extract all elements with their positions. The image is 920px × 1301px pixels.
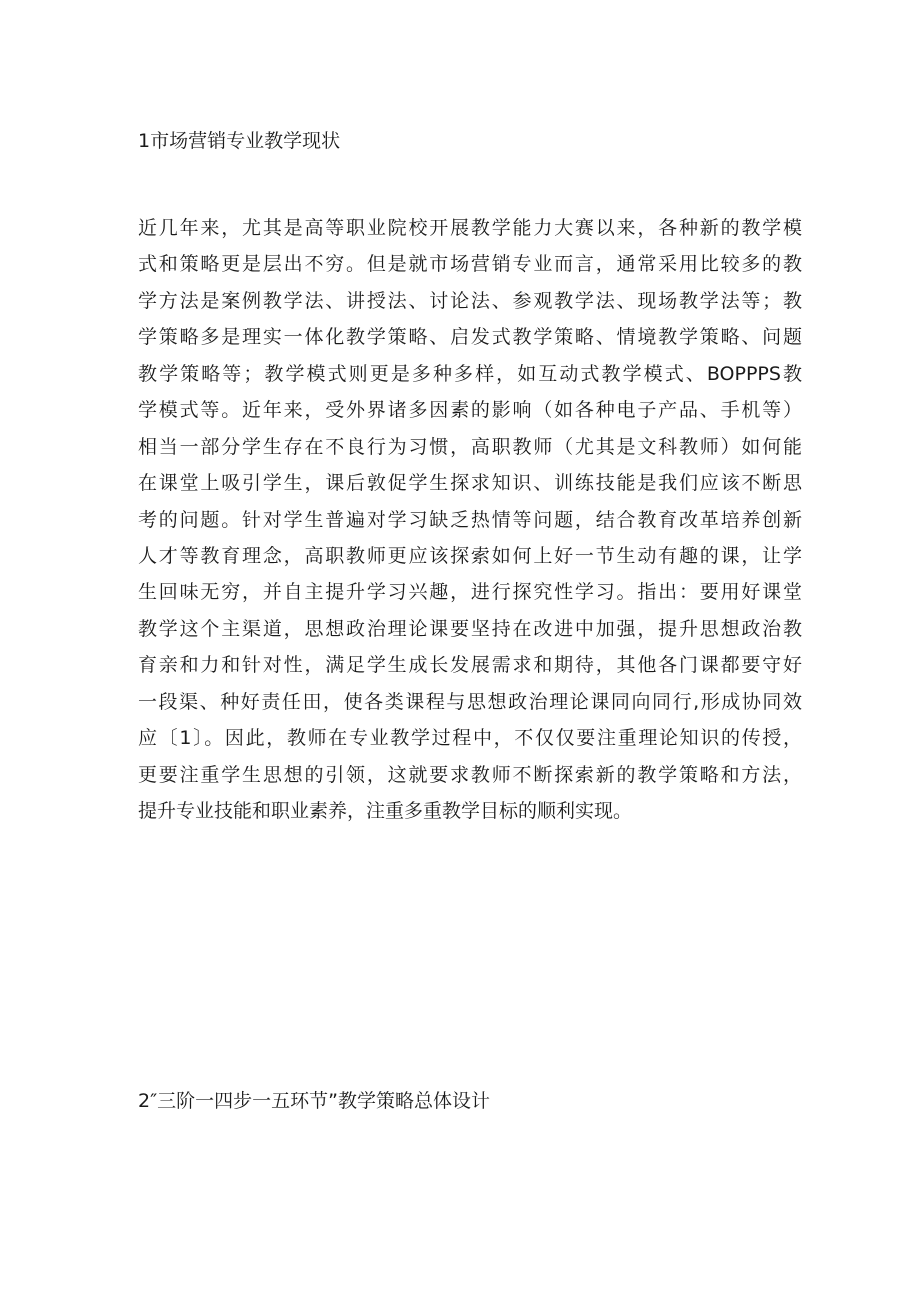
- paragraph-line: 人才等教育理念，高职教师更应该探索如何上好一节生动有趣的课，让学: [138, 544, 802, 567]
- paragraph-line: 应〔1〕。因此，教师在专业教学过程中，不仅仅要注重理论知识的传授，: [138, 727, 802, 750]
- paragraph-line: 在课堂上吸引学生，课后敦促学生探求知识、训练技能是我们应该不断思: [138, 472, 802, 495]
- paragraph-line: 生回味无穷，并自主提升学习兴趣，进行探究性学习。指出：要用好课堂: [138, 581, 802, 604]
- paragraph-line: 近几年来，尤其是高等职业院校开展教学能力大赛以来，各种新的教学模: [138, 217, 802, 239]
- paragraph-line: 更要注重学生思想的引领，这就要求教师不断探索新的教学策略和方法，: [138, 763, 802, 786]
- paragraph-line: 式和策略更是层出不穷。但是就市场营销专业而言，通常采用比较多的教: [138, 253, 802, 276]
- paragraph-line: 考的问题。针对学生普遍对学习缺乏热情等问题，结合教育改革培养创新: [138, 508, 802, 531]
- paragraph-line: 育亲和力和针对性，满足学生成长发展需求和期待，其他各门课都要守好: [138, 654, 802, 677]
- paragraph-line: 提升专业技能和职业素养，注重多重教学目标的顺利实现。: [138, 800, 633, 822]
- section-1-heading: 1市场营销专业教学现状: [138, 130, 341, 152]
- section-1-paragraph: [138, 210, 802, 829]
- paragraph-line: 相当一部分学生存在不良行为习惯，高职教师（尤其是文科教师）如何能: [138, 435, 802, 458]
- paragraph-line: 学策略多是理实一体化教学策略、启发式教学策略、情境教学策略、问题: [138, 326, 802, 349]
- paragraph-line: 学方法是案例教学法、讲授法、讨论法、参观教学法、现场教学法等；教: [138, 289, 802, 312]
- paragraph-line: 教学策略等；教学模式则更是多种多样，如互动式教学模式、BOPPPS教: [138, 362, 802, 385]
- section-2-heading: 2″三阶一四步一五环节”教学策略总体设计: [138, 1090, 491, 1112]
- paragraph-line: 教学这个主渠道，思想政治理论课要坚持在改进中加强，提升思想政治教: [138, 617, 802, 640]
- paragraph-line: 一段渠、种好责任田，使各类课程与思想政治理论课同向同行,形成协同效: [138, 690, 802, 713]
- paragraph-line: 学模式等。近年来，受外界诸多因素的影响（如各种电子产品、手机等）: [138, 399, 802, 422]
